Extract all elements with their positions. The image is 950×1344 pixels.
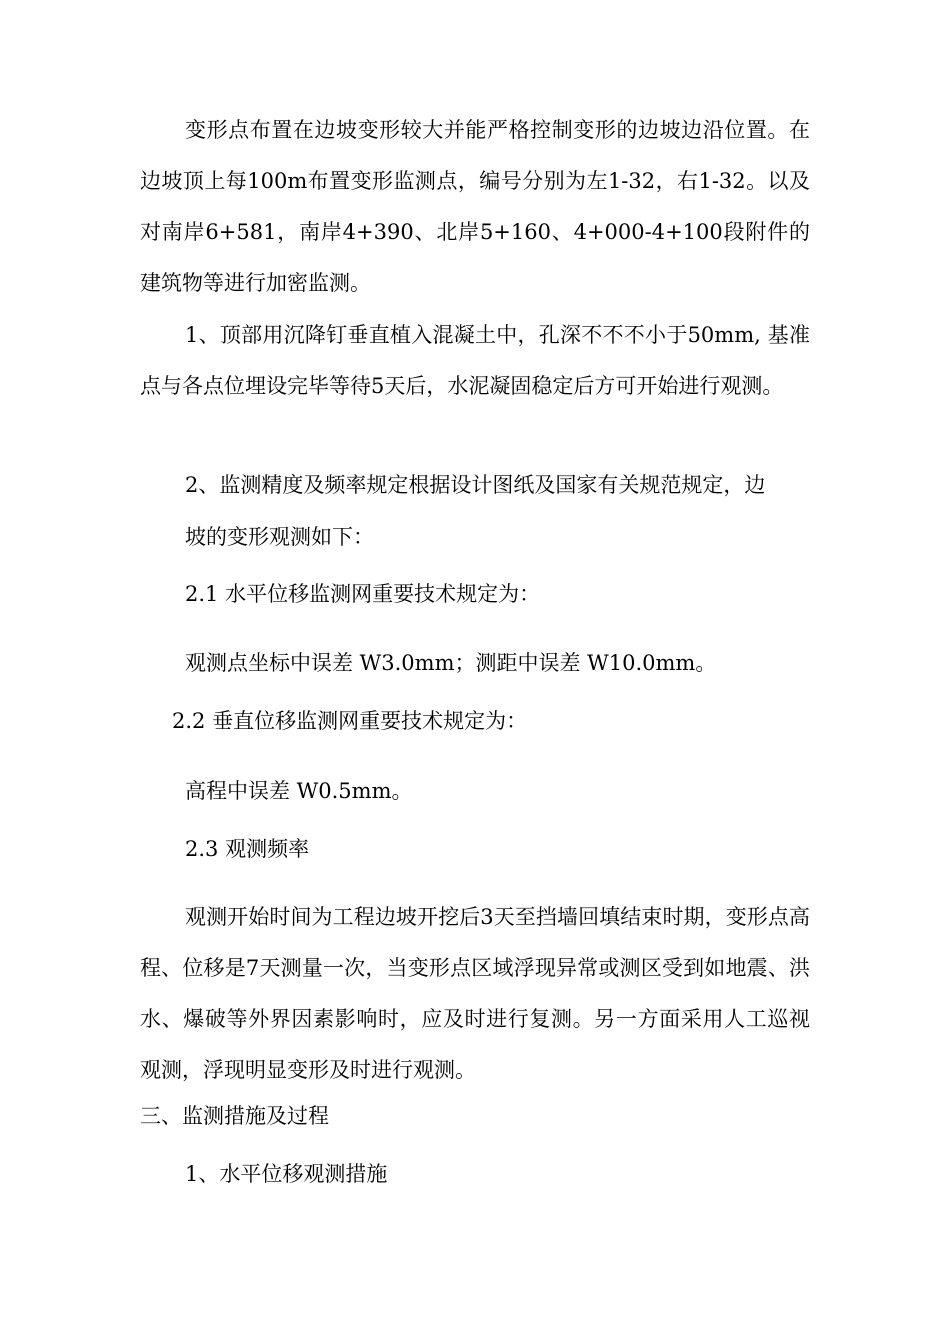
item-2-line1: 2、监测精度及频率规定根据设计图纸及国家有关规范规定，边	[185, 473, 766, 497]
intro-paragraph: 变形点布置在边坡变形较大并能严格控制变形的边坡边沿位置。在边坡顶上每100m布置变形监测点，编号分别为左1-32，右1-32。以及对南岸6+581，南岸4+390、北岸5+160、4+000-4+100段附件的建筑物等进行加密监测。	[140, 118, 810, 295]
item-2-1-value: 观测点坐标中误差 W3.0mm；测距中误差 W10.0mm。	[185, 651, 717, 675]
item-2-2-heading: 2.2 垂直位移监测网重要技术规定为：	[172, 709, 528, 733]
section-3-item-1-heading: 1、水平位移观测措施	[185, 1162, 388, 1186]
item-2-3-heading: 2.3 观测频率	[185, 837, 310, 861]
frequency-paragraph: 观测开始时间为工程边坡开挖后3天至挡墙回填结束时期，变形点高程、位移是7天测量一次，当变形点区域浮现异常或测区受到如地震、洪水、爆破等外界因素影响时，应及时进行复测。另一方面采用人工巡视观测，浮现明显变形及时进行观测。	[140, 905, 810, 1082]
section-3-heading: 三、监测措施及过程	[140, 1104, 329, 1128]
item-2-line2: 坡的变形观测如下：	[185, 525, 374, 549]
item-2-1-heading: 2.1 水平位移监测网重要技术规定为：	[185, 582, 541, 606]
item-1-paragraph: 1、顶部用沉降钉垂直植入混凝土中，孔深不不不小于50mm, 基准点与各点位埋设完毕等待5天后，水泥凝固稳定后方可开始进行观测。	[140, 323, 810, 398]
item-2-2-value: 高程中误差 W0.5mm。	[185, 779, 413, 803]
